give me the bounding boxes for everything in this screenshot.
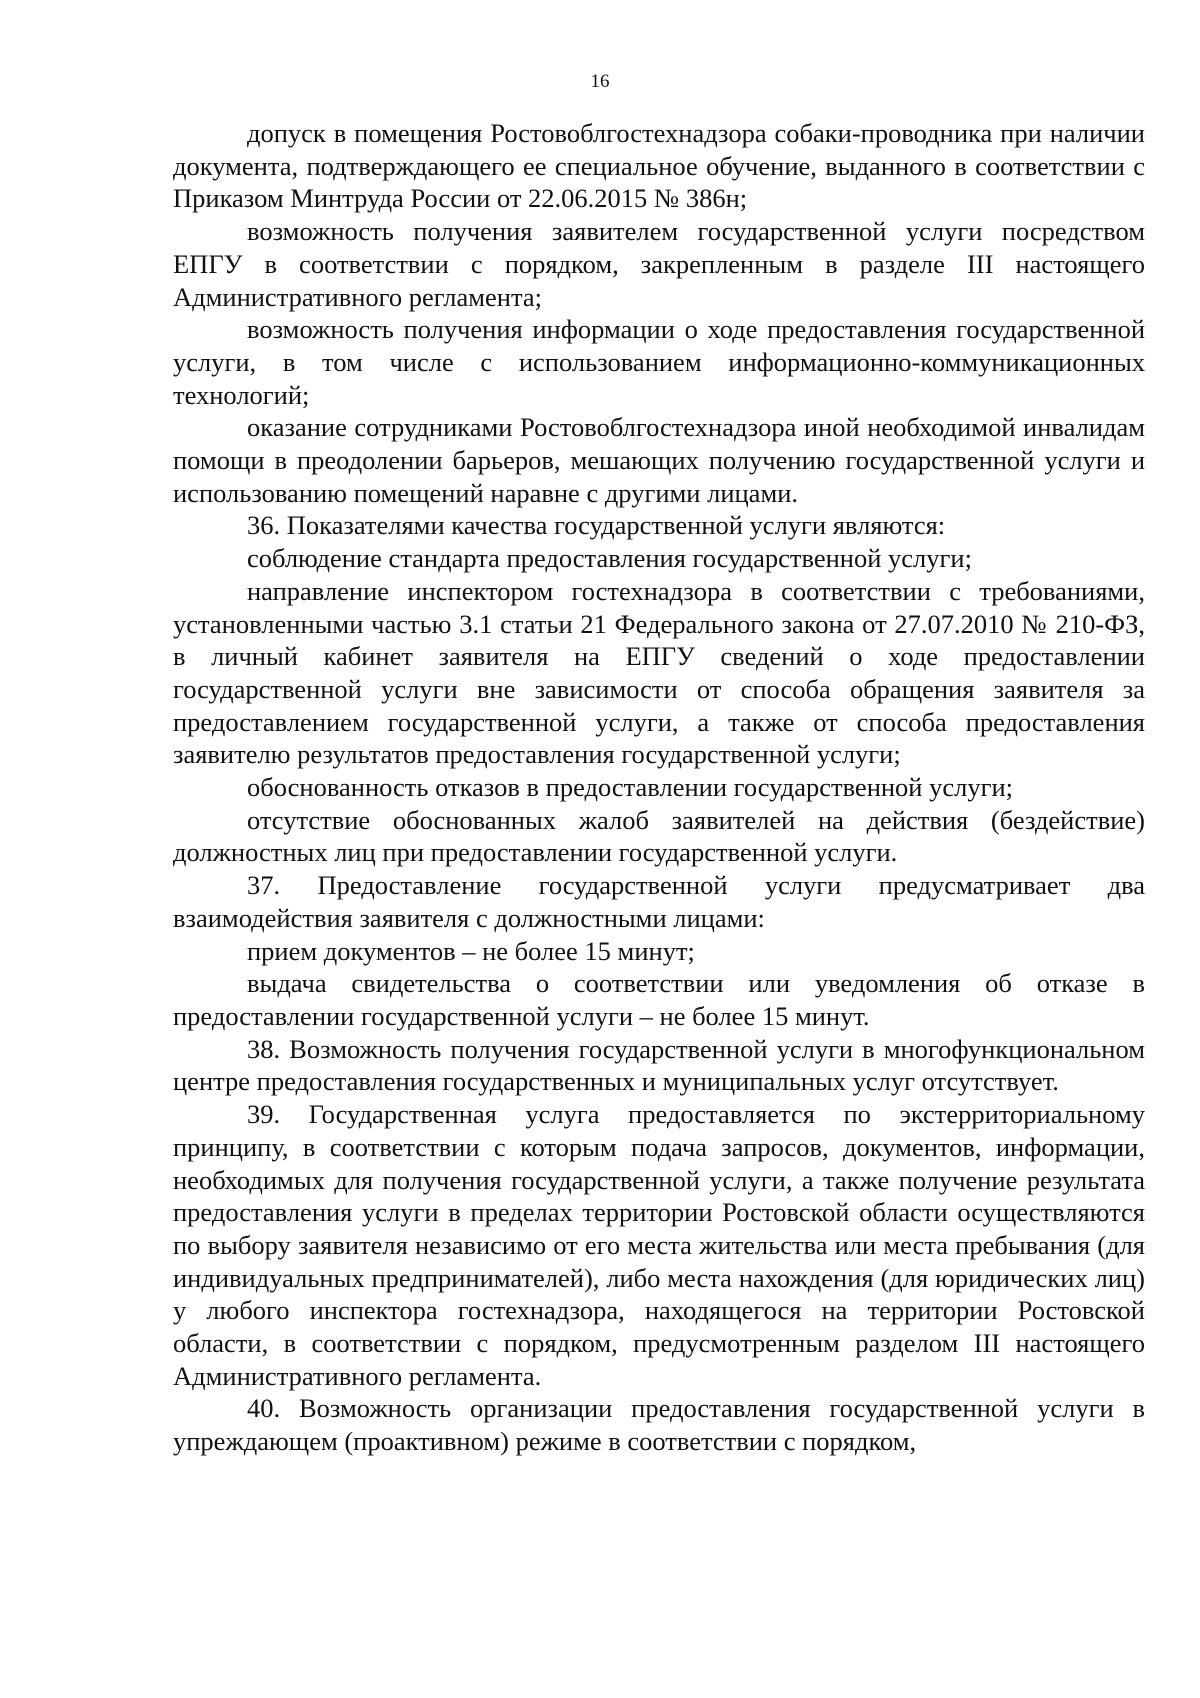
paragraph-disability-assistance: оказание сотрудниками Ростовоблгостехнадзора иной необходимой инвалидам помощи в преодолении барьеров, мешающих получению государственной услуги и использованию помещений наравне с другими лицами. — [173, 412, 1145, 508]
paragraph-refusal-validity: обоснованность отказов в предоставлении государственной услуги; — [247, 772, 1014, 803]
paragraph-status-notifications: направление инспектором гостехнадзора в соответствии с требованиями, установленными частью 3.1 статьи 21 Федерального закона от 27.07.2010 № 210-ФЗ, в личный кабинет заявителя на ЕПГУ сведений о ходе предоставлении государственной услуги вне зависимости от способа обращения заявителя за предоставлением государственной услуги, а также от способа предоставления заявителю результатов предоставления государственной услуги; — [173, 575, 1145, 770]
paragraph-36-quality-indicators: 36. Показателями качества государственной услуги являются: — [247, 510, 946, 541]
paragraph-37-interactions: 37. Предоставление государственной услуги предусматривает два взаимодействия заявителя с должностными лицами: — [173, 870, 1145, 933]
paragraph-certificate-issue: выдача свидетельства о соответствии или уведомления об отказе в предоставлении государственной услуги – не более 15 минут. — [173, 968, 1145, 1031]
paragraph-epgu-access: возможность получения заявителем государственной услуги посредством ЕПГУ в соответствии с порядком, закрепленным в разделе III настоящего Административного регламента; — [173, 216, 1145, 312]
paragraph-guide-dog-access: допуск в помещения Ростовоблгостехнадзора собаки-проводника при наличии документа, подтверждающего ее специальное обучение, выданного в соответствии с Приказом Минтруда России от 22.06.2015 № 386н; — [173, 118, 1145, 214]
paragraph-document-intake: прием документов – не более 15 минут; — [247, 935, 695, 966]
paragraph-39-extraterritorial: 39. Государственная услуга предоставляется по экстерриториальному принципу, в соответствии с которым подача запросов, документов, информации, необходимых для получения государственной услуги, а также получение результата предоставления услуги в пределах территории Ростовской области осуществляются по выбору заявителя независимо от его места жительства или места пребывания (для индивидуальных предпринимателей), либо места нахождения (для юридических лиц) у любого инспектора гостехнадзора, находящегося на территории Ростовской области, в соответствии с порядком, предусмотренным разделом III настоящего Административного регламента. — [173, 1099, 1145, 1391]
paragraph-standard-compliance: соблюдение стандарта предоставления государственной услуги; — [247, 543, 972, 574]
paragraph-40-proactive: 40. Возможность организации предоставления государственной услуги в упреждающем (проактивном) режиме в соответствии с порядком, — [173, 1393, 1145, 1457]
paragraph-progress-info: возможность получения информации о ходе предоставления государственной услуги, в том числе с использованием информационно-коммуникационных технологий; — [173, 314, 1145, 410]
paragraph-no-complaints: отсутствие обоснованных жалоб заявителей на действия (бездействие) должностных лиц при предоставлении государственной услуги. — [173, 804, 1145, 868]
paragraph-38-mfc: 38. Возможность получения государственной услуги в многофункциональном центре предоставления государственных и муниципальных услуг отсутствует. — [173, 1033, 1145, 1097]
document-body — [173, 117, 1145, 1458]
page-number: 16 — [590, 71, 610, 92]
